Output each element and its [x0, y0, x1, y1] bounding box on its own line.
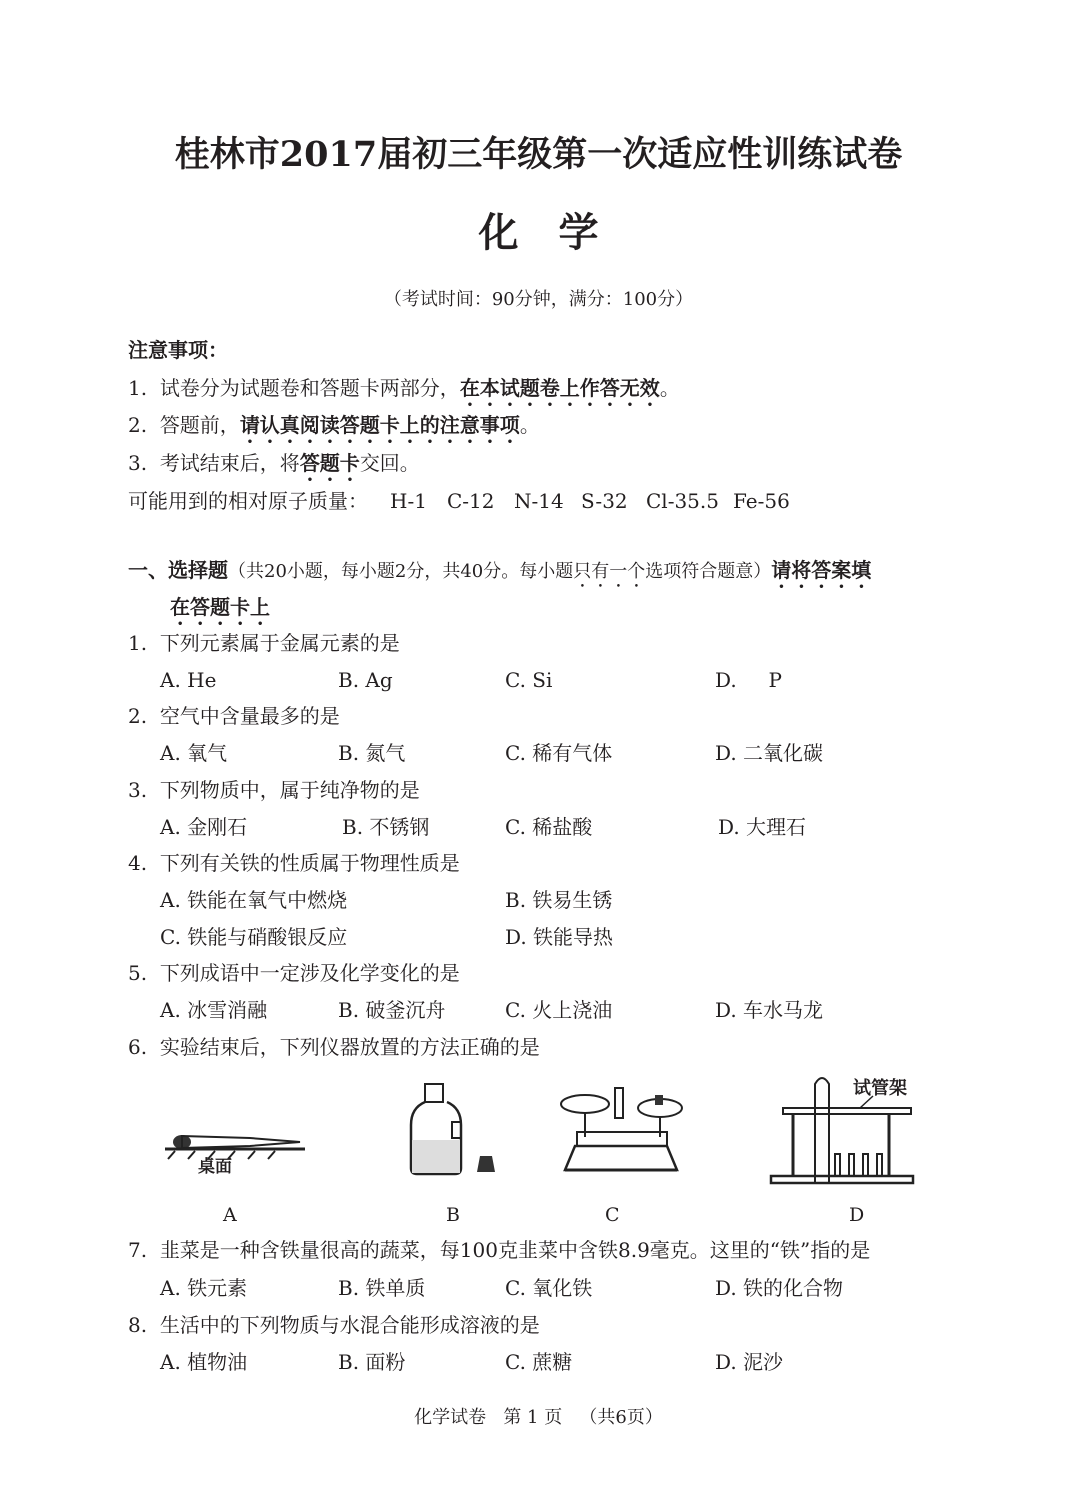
option-d: D. P [715, 668, 782, 692]
option-a: A. 金刚石 [160, 815, 248, 839]
option-a: A. 铁能在氧气中燃烧 [160, 888, 348, 912]
option-a: A. 氧气 [160, 741, 228, 765]
question-num: 5. [128, 961, 148, 985]
atomic-masses-label: 可能用到的相对原子质量： [128, 489, 368, 513]
option-b: B. 不锈钢 [342, 815, 430, 839]
note-text: 考试结束后，将 [159, 451, 300, 475]
question-stem [128, 631, 400, 655]
question-text: 下列有关铁的性质属于物理性质是 [159, 851, 460, 875]
notes-heading: 注意事项： [128, 338, 228, 362]
option-c: C. 氧化铁 [505, 1276, 593, 1300]
table-surface-label: 桌面 [198, 1157, 232, 1177]
option-d: D. 车水马龙 [715, 998, 824, 1022]
question-stem [128, 851, 460, 875]
exam-info: （考试时间：90分钟，满分：100分） [383, 289, 694, 310]
option-b: B. 面粉 [338, 1350, 406, 1374]
question-stem [128, 778, 420, 802]
option-d: D. 铁的化合物 [715, 1276, 844, 1300]
question-text: 实验结束后，下列仪器放置的方法正确的是 [159, 1035, 540, 1059]
test-tube-rack-label: 试管架 [853, 1078, 907, 1099]
question-num: 3. [128, 778, 148, 802]
balance-figure [555, 1082, 685, 1182]
question-text: 空气中含量最多的是 [159, 704, 340, 728]
option-b: B. 铁单质 [338, 1276, 426, 1300]
atomic-mass: N-14 [514, 489, 564, 513]
question-stem [128, 1035, 540, 1059]
section-emphasis: 只有一个 [573, 561, 646, 582]
page-footer: 化学试卷 第 1 页 （共6页） [414, 1407, 663, 1428]
atomic-mass: Cl-35.5 [646, 489, 719, 513]
option-b: B. 破釜沉舟 [338, 998, 446, 1022]
option-c: C. 稀盐酸 [505, 815, 593, 839]
note-end: 交回。 [359, 451, 420, 475]
question-text: 下列物质中，属于纯净物的是 [159, 778, 420, 802]
reagent-bottle-figure [405, 1080, 505, 1180]
note-item [128, 413, 540, 448]
atomic-mass: S-32 [581, 489, 628, 513]
figure-label-d: D [849, 1204, 865, 1226]
option-b: B. 氮气 [338, 741, 406, 765]
note-end: 。 [659, 376, 680, 400]
question-stem [128, 1313, 540, 1337]
question-num: 2. [128, 704, 148, 728]
option-a: A. He [160, 668, 217, 692]
option-c: C. 蔗糖 [505, 1350, 573, 1374]
option-d: D. 铁能导热 [505, 925, 614, 949]
option-b: B. Ag [338, 668, 393, 692]
note-item [128, 376, 680, 411]
question-stem [128, 961, 460, 985]
note-num: 1. [128, 376, 148, 400]
exam-title: 桂林市2017届初三年级第一次适应性训练试卷 [174, 134, 903, 175]
question-num: 1. [128, 631, 148, 655]
atomic-mass: Fe-56 [733, 489, 790, 513]
note-emphasis: 在本试题卷上作答无效 [459, 376, 660, 400]
section-label: 一、选择题 [128, 558, 228, 582]
option-c: C. 火上浇油 [505, 998, 613, 1022]
section-desc: 选项符合题意） [645, 561, 772, 582]
option-a: A. 铁元素 [160, 1276, 248, 1300]
option-a: A. 植物油 [160, 1350, 248, 1374]
question-text: 生活中的下列物质与水混合能形成溶液的是 [159, 1313, 540, 1337]
dropper-on-table-figure [160, 1125, 310, 1175]
subject-title: 化学 [478, 209, 639, 256]
option-c: C. 铁能与硝酸银反应 [160, 925, 348, 949]
note-num: 2. [128, 413, 148, 437]
question-text: 下列元素属于金属元素的是 [159, 631, 400, 655]
note-end: 。 [519, 413, 540, 437]
option-c: C. 稀有气体 [505, 741, 613, 765]
section-emphasis: 在答题卡上 [170, 595, 270, 619]
atomic-mass: H-1 [390, 489, 427, 513]
question-num: 7. [128, 1238, 148, 1262]
option-b: B. 铁易生锈 [505, 888, 613, 912]
figure-label-a: A [223, 1204, 237, 1226]
figure-label-b: B [446, 1204, 460, 1226]
section-emphasis: 请将答案填 [771, 558, 872, 582]
option-a: A. 冰雪消融 [160, 998, 268, 1022]
note-item [128, 451, 420, 486]
question-num: 4. [128, 851, 148, 875]
option-c: C. Si [505, 668, 553, 692]
option-d: D. 二氧化碳 [715, 741, 824, 765]
question-text: 下列成语中一定涉及化学变化的是 [159, 961, 460, 985]
note-emphasis: 答题卡 [299, 451, 360, 475]
option-d: D. 大理石 [718, 815, 807, 839]
question-stem [128, 1238, 870, 1262]
section-heading [128, 558, 871, 593]
figure-label-c: C [605, 1204, 620, 1226]
note-text: 试卷分为试题卷和答题卡两部分， [159, 376, 460, 400]
note-text: 答题前， [159, 413, 240, 437]
section-desc: （共20小题，每小题2分，共40分。每小题 [228, 561, 574, 582]
question-num: 8. [128, 1313, 148, 1337]
question-text: 韭菜是一种含铁量很高的蔬菜，每100克韭菜中含铁8.9毫克。这里的“铁”指的是 [159, 1238, 871, 1262]
atomic-mass: C-12 [447, 489, 495, 513]
question-num: 6. [128, 1035, 148, 1059]
option-d: D. 泥沙 [715, 1350, 784, 1374]
note-emphasis: 请认真阅读答题卡上的注意事项 [239, 413, 520, 437]
note-num: 3. [128, 451, 148, 475]
question-stem [128, 704, 340, 728]
